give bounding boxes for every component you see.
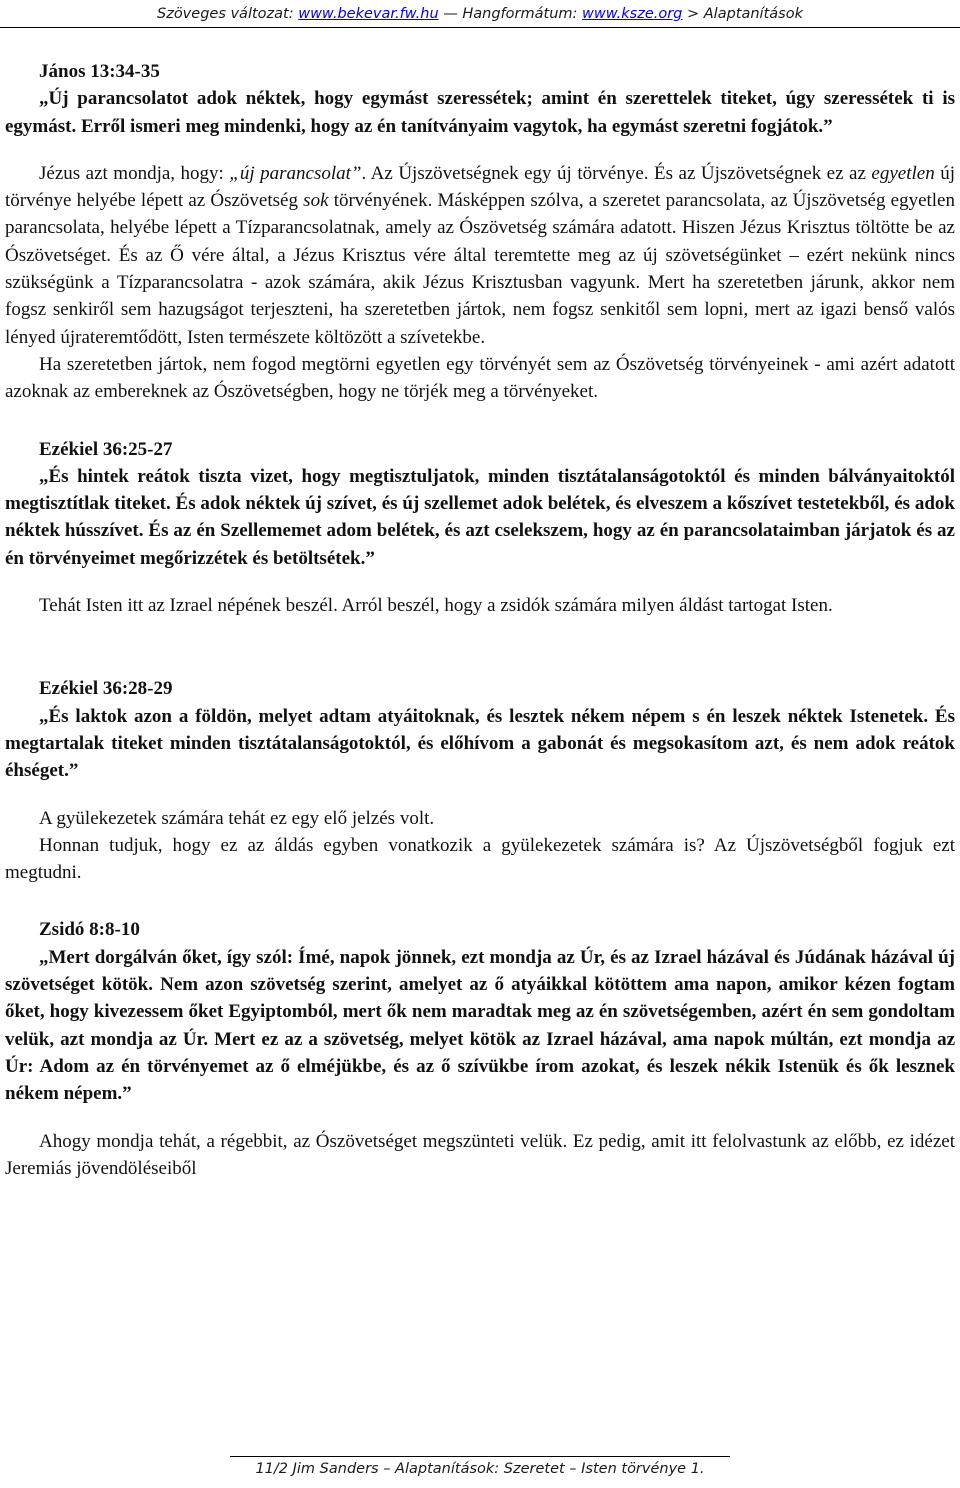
page-header (0, 4, 960, 28)
header-prefix: Szöveges változat: (157, 6, 299, 22)
ksze-link[interactable]: www.ksze.org (582, 6, 683, 22)
text-run: . Az Újszövetségnek egy új törvénye. És az Újszövetségnek ez az (361, 162, 872, 184)
text-run-italic: egyetlen (871, 162, 935, 184)
paragraph: Ha szeretetben jártok, nem fogod megtörni egyetlen egy törvényét sem az Ószövetség törvényeinek - ami azért adatott azoknak az embereknek az Ószövetségben, hogy ne törjék meg a törvényeket. (5, 353, 955, 403)
paragraph: Ahogy mondja tehát, a régebbit, az Ószövetséget megszünteti velük. Ez pedig, amit itt felolvastunk az előbb, ez idézet Jeremiás jövendöléseiből (5, 1130, 955, 1179)
paragraph: A gyülekezetek számára tehát ez egy elő jelzés volt. (39, 807, 435, 829)
paragraph: Tehát Isten itt az Izrael népének beszél. Arról beszél, hogy a zsidók számára milyen áldást tartogat Isten. (39, 595, 833, 617)
section-reference: Zsidó 8:8-10 (39, 919, 140, 941)
text-run-italic: sok (303, 190, 329, 212)
scripture-quote: „És laktok azon a földön, melyet adtam atyáitoknak, és lesztek nékem népem s én leszek néktek Istenetek. És megtartalak titeket minden tisztátalanságotoktól, és előhívom a gabonát és megsokasítom azt, és nem adok reátok éhséget.” (5, 705, 955, 782)
section-reference: Ezékiel 36:25-27 (39, 438, 173, 460)
text-run: Jézus azt mondja, hogy: (39, 162, 230, 184)
section-reference: Ezékiel 36:28-29 (39, 678, 173, 700)
footer-divider (230, 1456, 730, 1457)
page-footer: 11/2 Jim Sanders – Alaptanítások: Szeretet – Isten törvénye 1. (255, 1461, 705, 1477)
text-run-italic: „új parancsolat” (229, 162, 362, 184)
scripture-quote: „Új parancsolatot adok néktek, hogy egymást szeressétek; amint én szerettelek titeket, úgy szeressétek ti is egymást. Erről ismeri meg mindenki, hogy az én tanítványaim vagytok, ha egymást szeretni fogjátok.” (5, 88, 955, 137)
scripture-quote: „Mert dorgálván őket, így szól: Ímé, napok jönnek, ezt mondja az Úr, és az Izrael házával és Júdának házával új szövetséget kötök. Nem azon szövetség szerint, amelyet az ő atyáikkal kötöttem ama napon, amikor kézen fogtam őket, hogy kivezessem őket Egyiptomból, mert ők nem maradtak meg az én szövetségemben, azért én sem gondoltam velük, azt mondja az Úr. Mert ez az a szövetség, melyet kötök az Izrael házával, ama napok múltán, ezt mondja az Úr: Adom az én törvényemet az ő elméjükbe, és az ő szívükbe írom azokat, és leszek nékik Istenük és ők lesznek nékem népem.” (5, 946, 955, 1105)
header-suffix: > Alaptanítások (682, 6, 803, 22)
text-run: törvényének. Másképpen szólva, a szeretet parancsolata, az Újszövetség egyetlen parancsolata, helyébe lépett a Tízparancsolatnak, amely az Ószövetség számára adatott. Hiszen Jézus Krisztus töltötte be az Ószövetséget. És az Ő vére által, a Jézus Krisztus vére által teremtette meg az új szövetségünket – ezért nekünk nincs szükségünk a Tízparancsolatra - azok számára, akik Jézus Krisztusban vagyunk. Mert ha szeretetben járunk, akkor nem fogsz senkiről sem hazugságot terjeszteni, ha szeretetben jártok, nem fogsz senkitől sem lopni, mert az igazi benső valós lényed újrateremtődött, Isten természete költözött a szívetekbe. (5, 190, 955, 348)
document-body (5, 58, 955, 1182)
paragraph (5, 160, 955, 351)
text-run: új törvénye helyébe lépett az Ószövetség (5, 162, 955, 212)
header-mid: — Hangformátum: (438, 6, 582, 22)
bekevar-link[interactable]: www.bekevar.fw.hu (298, 6, 439, 22)
paragraph: Honnan tudjuk, hogy ez az áldás egyben vonatkozik a gyülekezetek számára is? Az Újszövetségből fogjuk ezt megtudni. (5, 834, 955, 884)
section-reference: János 13:34-35 (39, 61, 160, 82)
scripture-quote: „És hintek reátok tiszta vizet, hogy megtisztuljatok, minden tisztátalanságotoktól és minden bálványaitoktól megtisztítlak titeket. És adok néktek új szívet, és új szellemet adok belétek, és elveszem a kőszívet testetekből, és adok néktek hússzívet. És az én Szellememet adom belétek, és azt cselekszem, hogy az én parancsolataimban járjatok és az én törvényeimet megőrizzétek és betöltsétek.” (5, 465, 955, 569)
